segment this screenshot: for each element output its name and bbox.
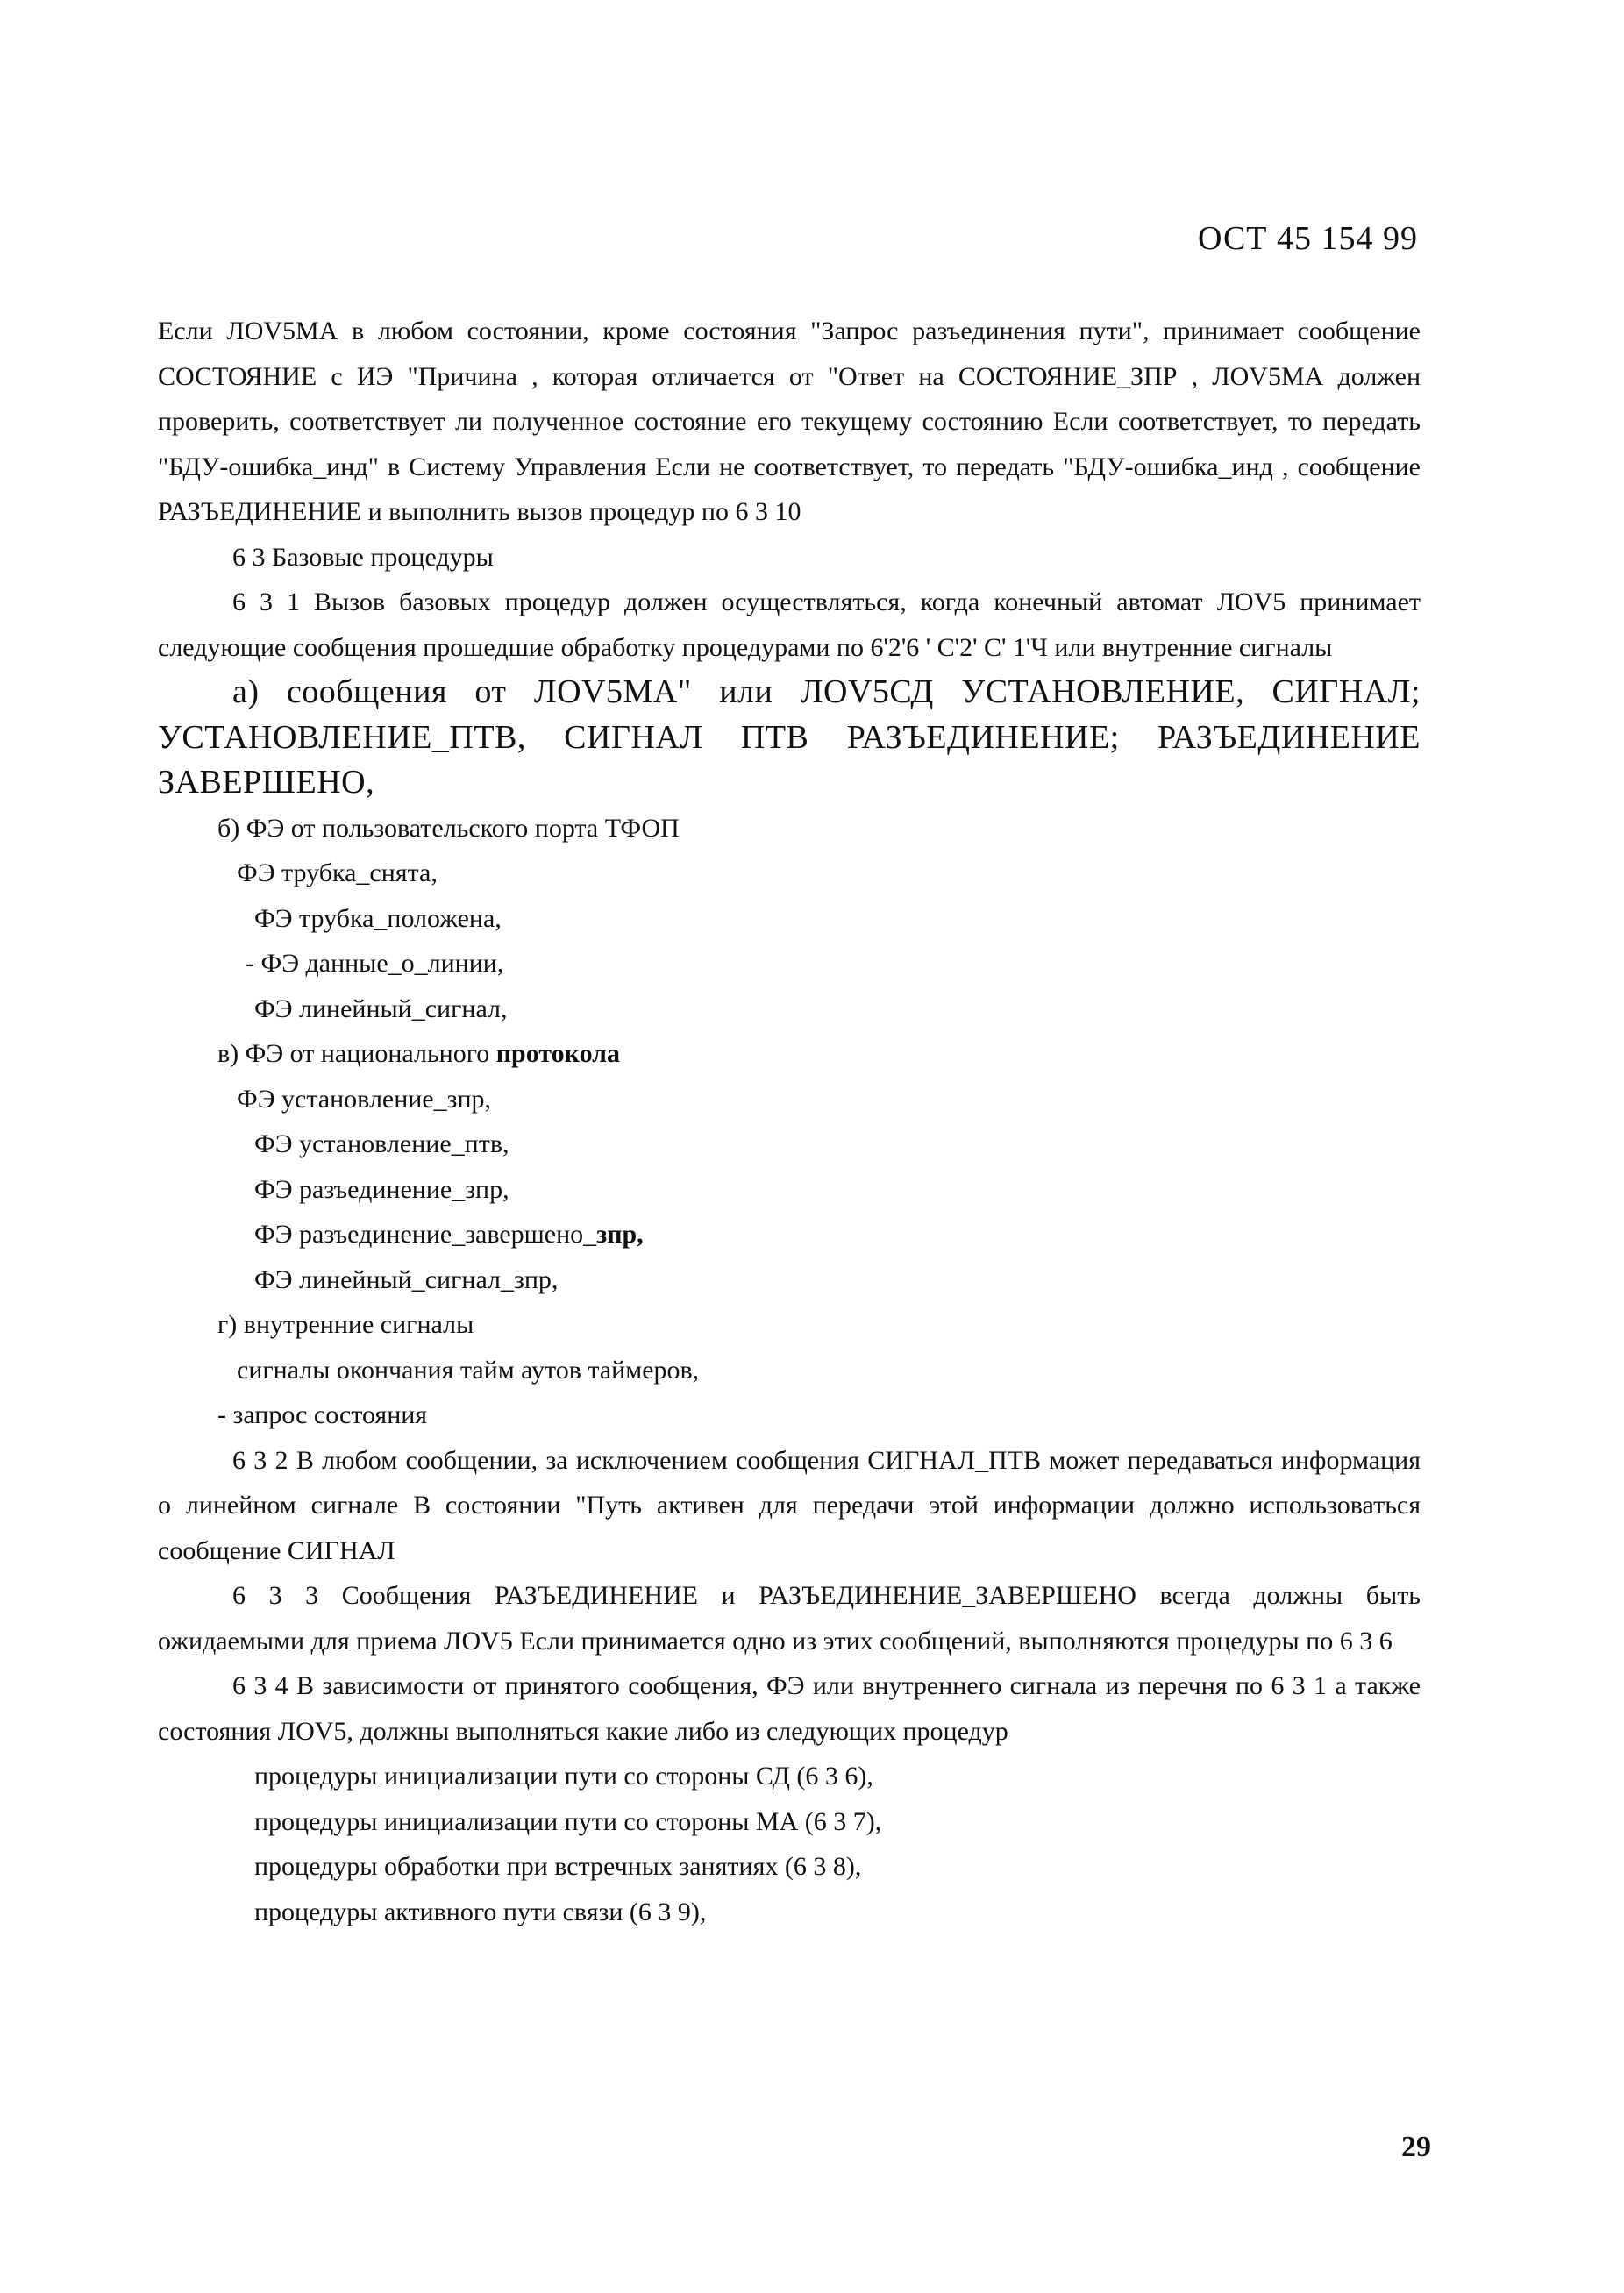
paragraph-6-3-2: 6 3 2 В любом сообщении, за исключением сообщения СИГНАЛ_ПТВ может передаваться информация о линейном сигнале В состоянии "Путь активен для передачи этой информации должно использоваться сообщение СИГНАЛ (158, 1445, 1421, 1565)
document-code-header: ОСТ 45 154 99 (1198, 220, 1418, 257)
paragraph-6-3-3: 6 3 3 Сообщения РАЗЪЕДИНЕНИЕ и РАЗЪЕДИНЕНИЕ_ЗАВЕРШЕНО всегда должны быть ожидаемыми для приема ЛОV5 Если принимается одно из этих сообщений, выполняются процедуры по 6 3 6 (158, 1581, 1421, 1656)
list-item-line-signal: ФЭ линейный_сигнал, (254, 993, 508, 1023)
list-item-line-signal-zpr: ФЭ линейный_сигнал_зпр, (254, 1264, 559, 1294)
list-item-v-bold-text: протокола (495, 1039, 621, 1068)
list-item-v-heading (158, 1031, 1421, 1077)
list-item-line-data: - ФЭ данные_о_линии, (246, 949, 504, 978)
list-item-g-heading: г) внутренние сигналы (217, 1310, 474, 1339)
list-item-status-request: - запрос состояния (217, 1400, 428, 1429)
procedure-item-sd-init: процедуры инициализации пути со стороны СД (6 3 6), (254, 1762, 873, 1791)
section-heading-base-procedures: 6 3 Базовые процедуры (232, 542, 494, 572)
list-item-release-complete-text: ФЭ разъединение_завершено_ (254, 1220, 597, 1249)
procedure-item-active-path: процедуры активного пути связи (6 3 9), (254, 1897, 707, 1926)
list-item-release-complete-zpr (158, 1212, 1421, 1257)
document-body (158, 309, 1421, 1934)
page-number: 29 (1401, 2131, 1431, 2163)
list-item-off-hook: ФЭ трубка_снята, (237, 858, 438, 887)
list-item-setup-ptv: ФЭ установление_птв, (254, 1129, 509, 1158)
procedure-item-ma-init: процедуры инициализации пути со стороны МА (6 3 7), (254, 1806, 882, 1836)
paragraph-6-3-1: 6 3 1 Вызов базовых процедур должен осуществляться, когда конечный автомат ЛОV5 принимает следующие сообщения прошедшие обработку процедурами по 6'2'6 ' С'2' С' 1'Ч или внутренние сигналы (158, 587, 1421, 662)
list-item-release-complete-bold: зпр, (596, 1220, 644, 1249)
list-item-b-heading: б) ФЭ от пользовательского порта ТФОП (217, 813, 680, 843)
list-item-timeouts: сигналы окончания тайм аутов таймеров, (237, 1355, 700, 1385)
list-item-on-hook: ФЭ трубка_положена, (254, 903, 502, 933)
paragraph-lov5ma-state: Если ЛОV5МА в любом состоянии, кроме состояния "Запрос разъединения пути", принимает сообщение СОСТОЯНИЕ с ИЭ "Причина , которая отличается от "Ответ на СОСТОЯНИЕ_ЗПР , ЛОV5МА должен проверить, соответствует ли полученное состояние его текущему состоянию Если соответствует, то передать "БДУ-ошибка_инд" в Систему Управления Если не соответствует, то передать "БДУ-ошибка_инд , сообщение РАЗЪЕДИНЕНИЕ и выполнить вызов процедур по 6 3 10 (158, 317, 1421, 526)
list-item-a-messages: а) сообщения от ЛОV5МА" или ЛОV5СД УСТАНОВЛЕНИЕ, СИГНАЛ; УСТАНОВЛЕНИЕ_ПТВ, СИГНАЛ ПТВ РАЗЪЕДИНЕНИЕ; РАЗЪЕДИНЕНИЕ ЗАВЕРШЕНО, (158, 673, 1421, 801)
list-item-release-zpr: ФЭ разъединение_зпр, (254, 1174, 509, 1204)
list-item-setup-zpr: ФЭ установление_зпр, (237, 1084, 492, 1114)
paragraph-6-3-4: 6 3 4 В зависимости от принятого сообщения, ФЭ или внутреннего сигнала из перечня по 6 3 1 а также состояния ЛОV5, должны выполняться какие либо из следующих процедур (158, 1671, 1421, 1746)
list-item-v-text: в) ФЭ от национального (217, 1039, 496, 1068)
procedure-item-collisions: процедуры обработки при встречных занятиях (6 3 8), (254, 1852, 862, 1881)
